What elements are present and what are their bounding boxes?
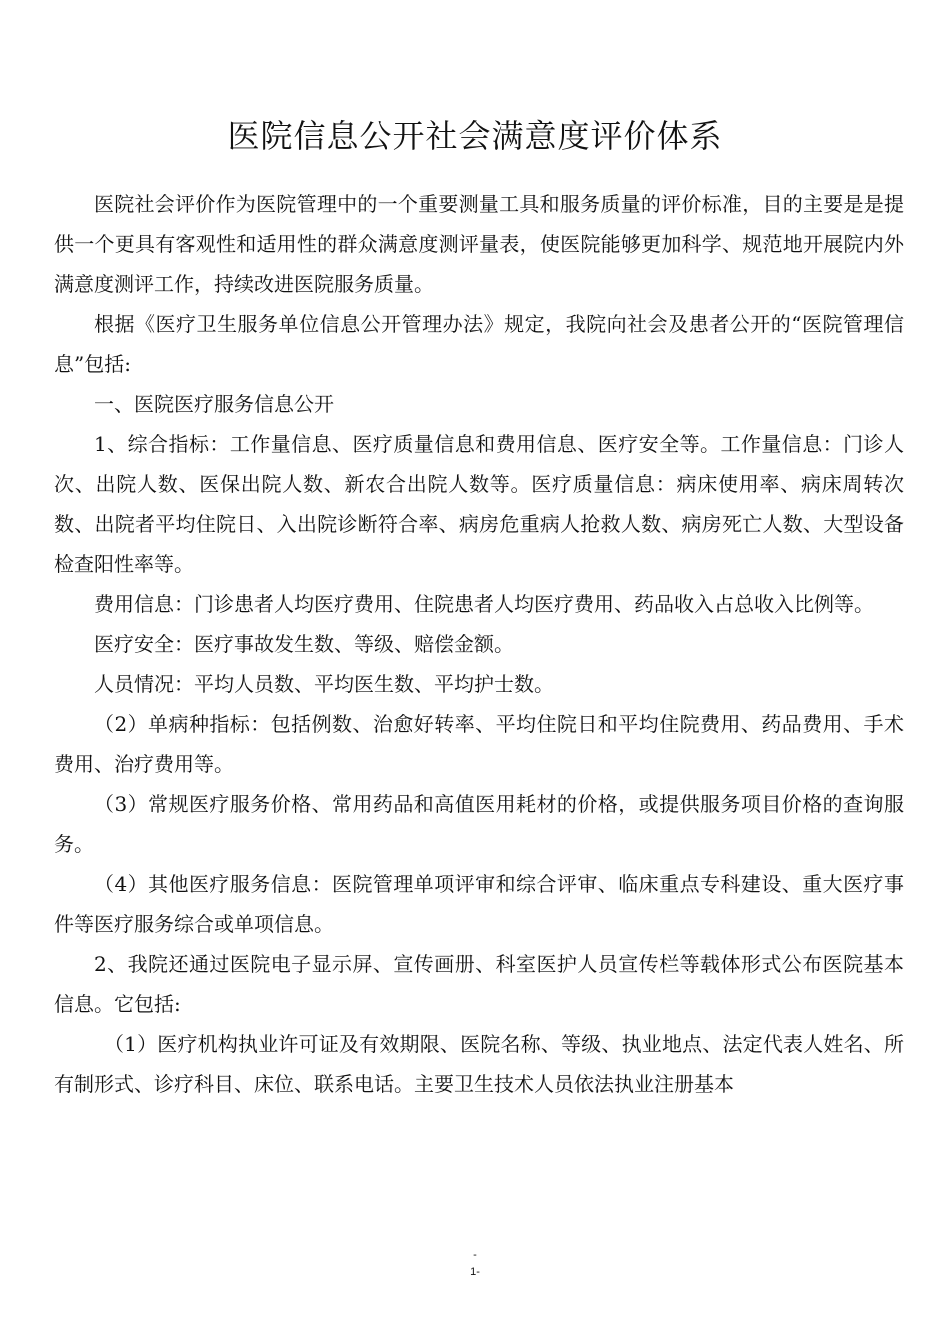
paragraph-regulation: 根据《医疗卫生服务单位信息公开管理办法》规定，我院向社会及患者公开的“医院管理信息”包括: xyxy=(54,312,904,376)
paragraph-composite-indicators: 1、综合指标：工作量信息、医疗质量信息和费用信息、医疗安全等。工作量信息：门诊人次、出院人数、医保出院人数、新农合出院人数等。医疗质量信息：病床使用率、病床周转次数、出院者平均住院日、入出院诊断符合率、病房危重病人抢救人数、病房死亡人数、大型设备检查阳性率等。 xyxy=(54,432,904,576)
paragraph-other-info: （4）其他医疗服务信息：医院管理单项评审和综合评审、临床重点专科建设、重大医疗事件等医疗服务综合或单项信息。 xyxy=(54,872,904,936)
paragraph-cost-info: 费用信息：门诊患者人均医疗费用、住院患者人均医疗费用、药品收入占总收入比例等。 xyxy=(94,592,874,616)
paragraph-basic-info: 2、我院还通过医院电子显示屏、宣传画册、科室医护人员宣传栏等载体形式公布医院基本信息。它包括: xyxy=(54,952,904,1016)
paragraph-intro: 医院社会评价作为医院管理中的一个重要测量工具和服务质量的评价标准，目的主要是是提供一个更具有客观性和适用性的群众满意度测评量表，使医院能够更加科学、规范地开展院内外满意度测评工作，持续改进医院服务质量。 xyxy=(54,192,904,296)
paragraph-medical-safety: 医疗安全：医疗事故发生数、等级、赔偿金额。 xyxy=(94,632,514,656)
document-body xyxy=(54,184,904,1104)
paragraph-staffing: 人员情况：平均人员数、平均医生数、平均护士数。 xyxy=(94,672,554,696)
paragraph-license-info: （1）医疗机构执业许可证及有效期限、医院名称、等级、执业地点、法定代表人姓名、所有制形式、诊疗科目、床位、联系电话。主要卫生技术人员依法执业注册基本 xyxy=(54,1032,904,1096)
section-heading-1: 一、医院医疗服务信息公开 xyxy=(94,392,334,416)
paragraph-service-prices: （3）常规医疗服务价格、常用药品和高值医用耗材的价格，或提供服务项目价格的查询服务。 xyxy=(54,792,904,856)
document-title: 医院信息公开社会满意度评价体系 xyxy=(227,117,723,155)
paragraph-single-disease: （2）单病种指标：包括例数、治愈好转率、平均住院日和平均住院费用、药品费用、手术费用、治疗费用等。 xyxy=(54,712,904,776)
page-number: 1- xyxy=(470,1266,480,1278)
page-footer-dash: - xyxy=(473,1249,477,1261)
